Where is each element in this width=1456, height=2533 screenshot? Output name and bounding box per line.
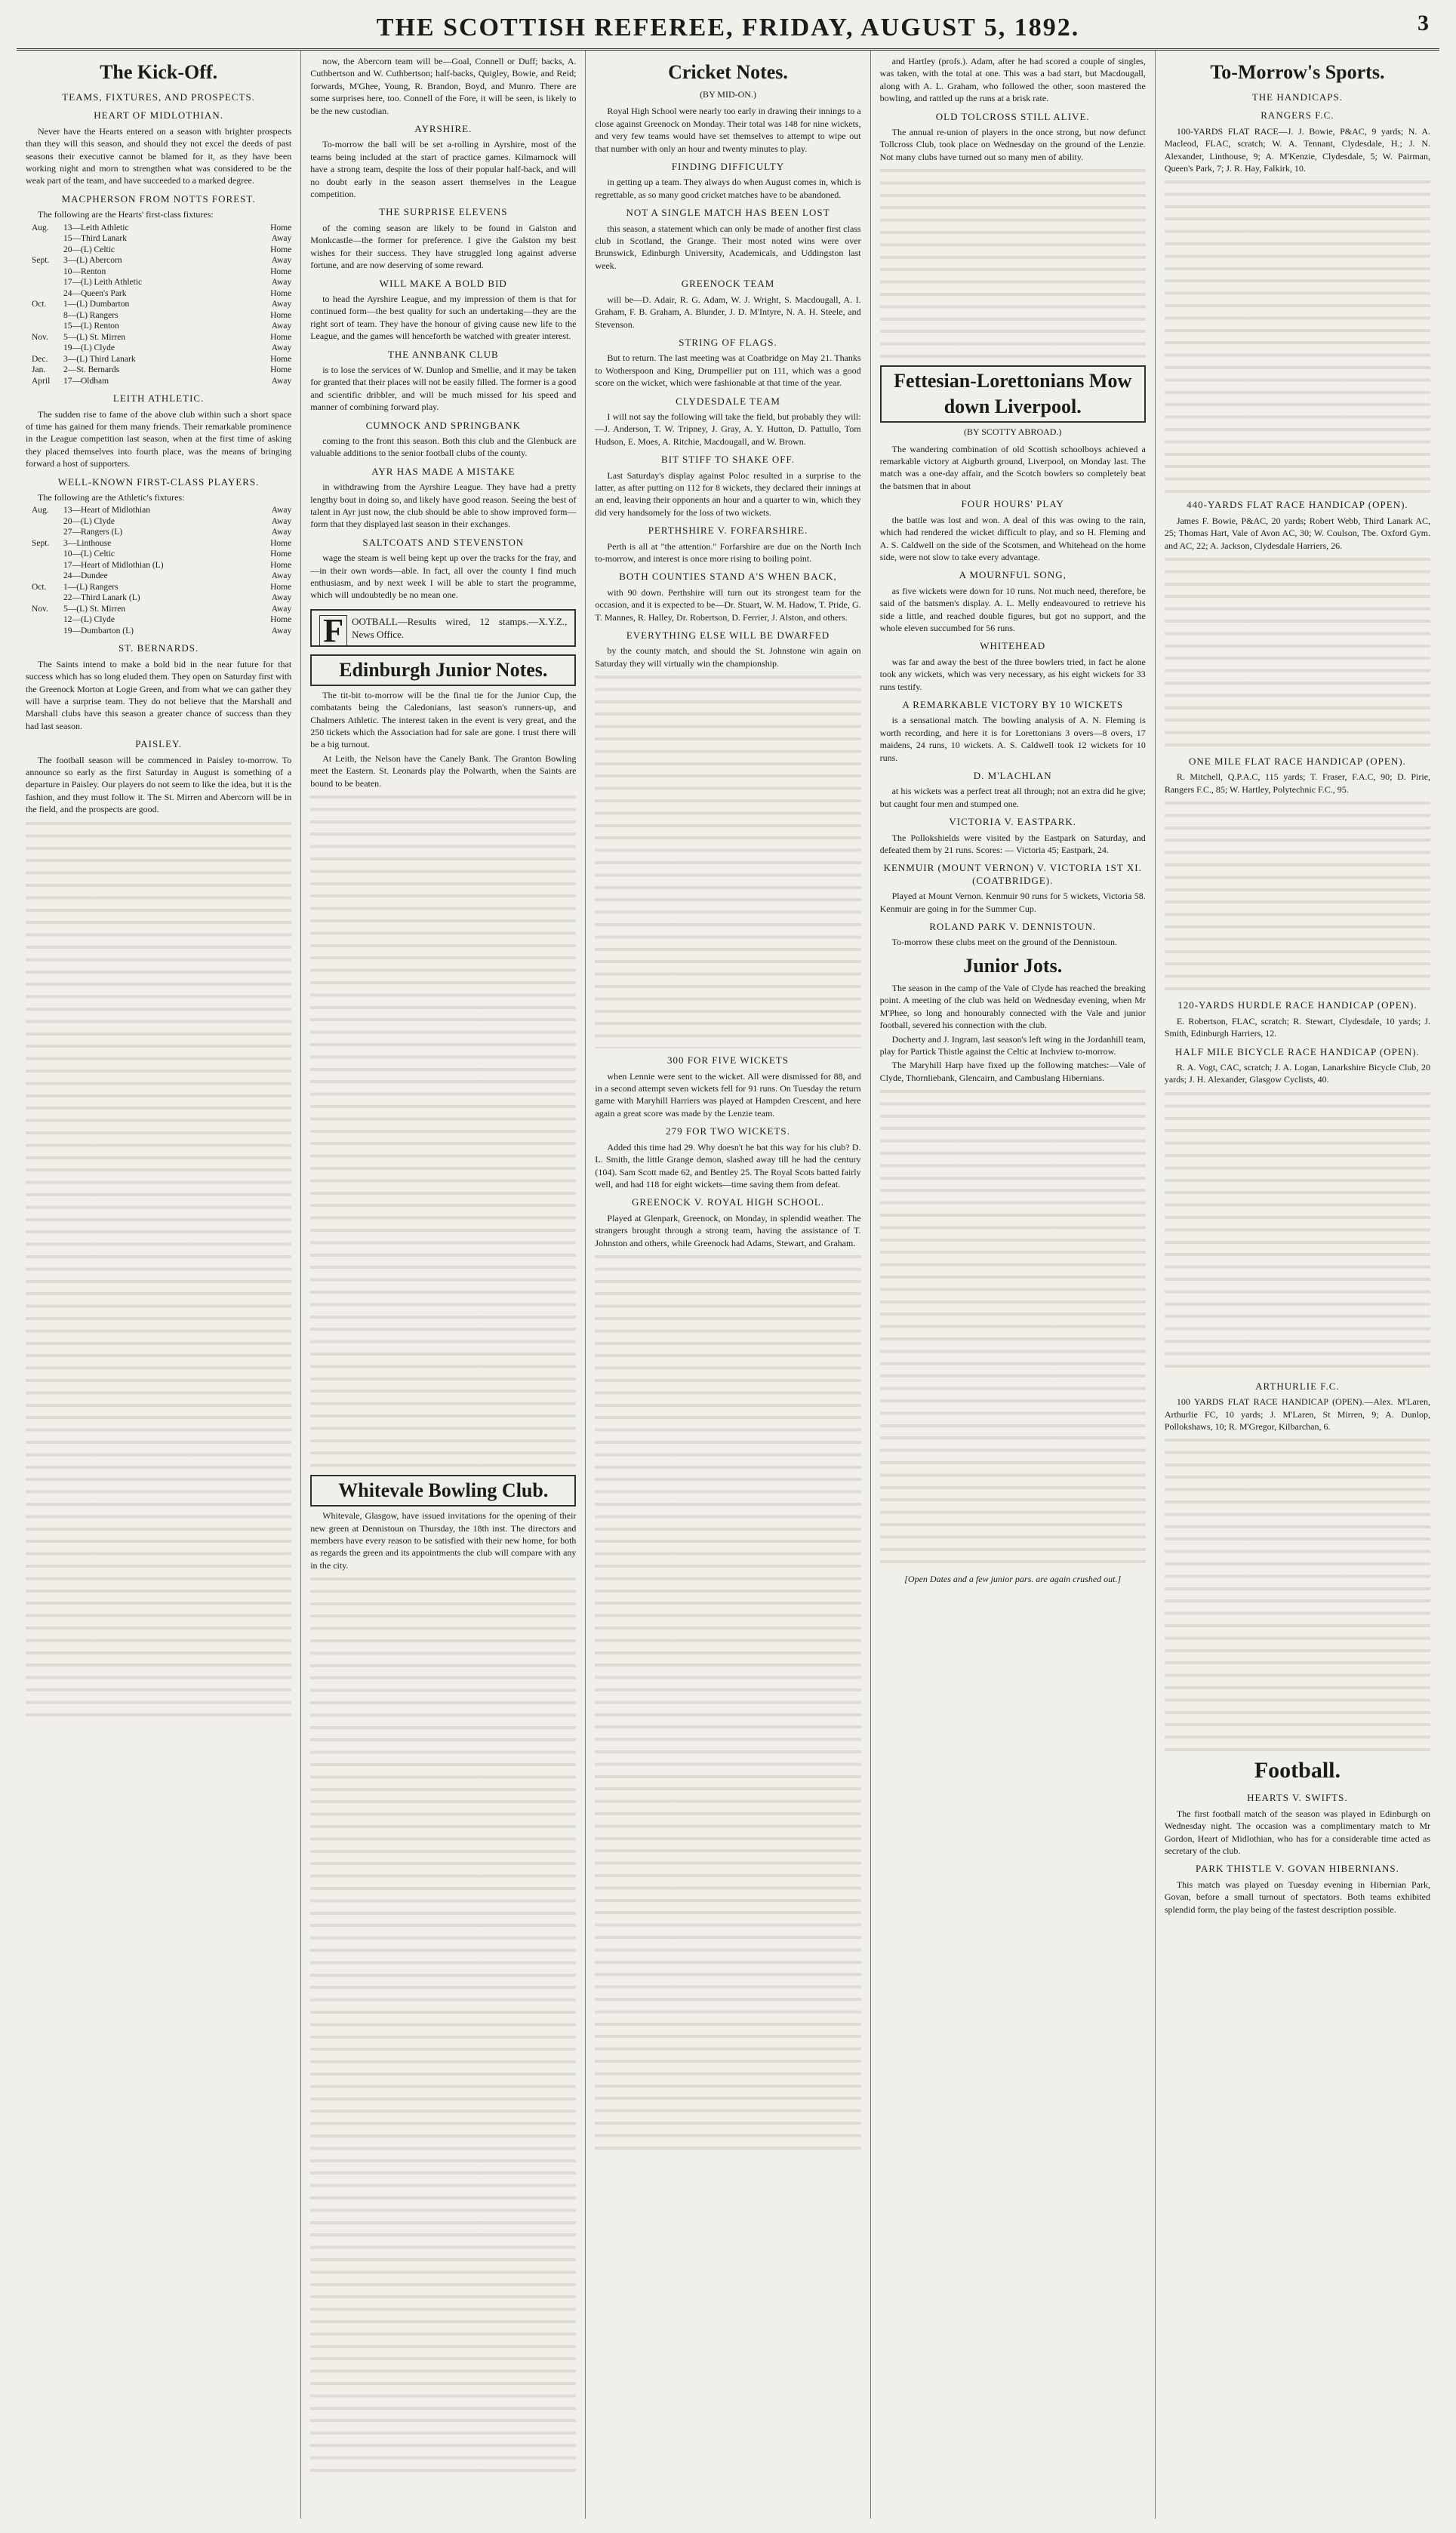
article-text: At Leith, the Nelson have the Canely Bank. The Granton Bowling meet the Eastern. St. Leonards play the Polwarth, when the Saints are bound to be beaten. bbox=[310, 753, 577, 789]
subheading-ayrshire: AYRSHIRE. bbox=[414, 123, 473, 135]
continued-text-block bbox=[26, 817, 291, 1723]
fixture-row: Sept. 3—(L) Abercorn Away bbox=[32, 256, 292, 266]
article-text: The sudden rise to fame of the above club within such a short space of time has gained for them many friends. Their remarkable prominence in the League competition last season, when at the first time of asking they placed themselves into fourth place, was the means of bringing forward a host of supporters. bbox=[26, 408, 292, 469]
handicap-text: R. A. Vogt, CAC, scratch; J. A. Logan, Lanarkshire Bicycle Club, 20 yards; J. H. Alexander, Glasgow Cyclists, 40. bbox=[1164, 1061, 1431, 1085]
subheading-greenock: GREENOCK TEAM bbox=[681, 278, 775, 290]
fixture-row: Aug. 13—Leith Athletic Home bbox=[32, 223, 292, 232]
section-heading-sports: To-Morrow's Sports. bbox=[1210, 61, 1385, 83]
subheading-annbank: THE ANNBANK CLUB bbox=[387, 348, 499, 360]
subheading-not-lost: NOT A SINGLE MATCH HAS BEEN LOST bbox=[626, 207, 830, 219]
subheading-tolcross: OLD TOLCROSS STILL ALIVE. bbox=[935, 110, 1090, 122]
continued-text-block bbox=[310, 791, 576, 1470]
subheading-rangers: RANGERS F.C. bbox=[1261, 109, 1334, 122]
column-5 bbox=[1156, 51, 1439, 2519]
article-text: To-morrow these clubs meet on the ground of the Dennistoun. bbox=[891, 937, 1118, 948]
subheading-perth-forfar: PERTHSHIRE V. FORFARSHIRE. bbox=[648, 525, 808, 537]
subheading-hurdles: 120-YARDS HURDLE RACE HANDICAP (OPEN). bbox=[1177, 999, 1418, 1011]
subheading-saltcoats: SALTCOATS AND STEVENSTON bbox=[362, 536, 525, 548]
subheading-macpherson: MACPHERSON FROM NOTTS FOREST. bbox=[61, 192, 256, 205]
article-text: as five wickets were down for 10 runs. Not much need, therefore, be said of the batsmen's display. A. L. Melly endeavoured to retrieve his side a little, and reached double figures, but got no support, and the whole eleven succumbed for 56 runs. bbox=[879, 585, 1146, 633]
masthead bbox=[17, 8, 1439, 51]
article-text: The Maryhill Harp have fixed up the following matches:—Vale of Clyde, Thornliebank, Glencairn, and Cambuslang Hibernians. bbox=[879, 1060, 1146, 1083]
masthead-title: THE SCOTTISH REFEREE, FRIDAY, AUGUST 5, 1892. bbox=[376, 14, 1080, 42]
article-text: at his wickets was a perfect treat all through; not an extra did he give; but caught four men and stumped one. bbox=[879, 786, 1146, 809]
subheading-mournful: A MOURNFUL SONG, bbox=[959, 569, 1067, 581]
fixture-row: Dec. 3—(L) Third Lanark Home bbox=[32, 354, 292, 364]
fixture-row: 24—Queen's Park Home bbox=[63, 288, 292, 298]
subheading-flags: STRING OF FLAGS. bbox=[679, 336, 777, 348]
article-text: in getting up a team. They always do when August comes in, which is regrettable, as so many good cricket matches have to be abandoned. bbox=[595, 177, 861, 200]
section-heading-edinburgh-junior: Edinburgh Junior Notes. bbox=[310, 654, 576, 686]
subheading-five-wickets: 300 FOR FIVE WICKETS bbox=[667, 1054, 789, 1066]
subheading-both-counties: BOTH COUNTIES STAND A'S WHEN BACK, bbox=[619, 571, 837, 583]
article-text: was far and away the best of the three bowlers tried, in fact he alone took any wickets, which was very necessary, as his eight wickets for 33 runs testify. bbox=[879, 656, 1146, 692]
subheading-st-bernards: ST. BERNARDS. bbox=[118, 642, 199, 654]
fixture-row: 19—Dumbarton (L) Away bbox=[63, 626, 292, 636]
article-text: This match was played on Tuesday evening in Hibernian Park, Govan, before a small turnout of spectators. Both teams exhibited splendid form, the play being of the fastest description possible. bbox=[1164, 1879, 1431, 1915]
fixture-row: Oct. 1—(L) Rangers Home bbox=[32, 582, 292, 592]
article-text: of the coming season are likely to be found in Galston and Monkcastle—the former for preference. I give the Galston my best wishes for their success. They have struggled long against adverse fortune, and are now deserving of some reward. bbox=[310, 222, 577, 271]
article-text: The football season will be commenced in Paisley to-morrow. To announce so early as the first Saturday in August is something of a departure in Paisley. Our players do not seem to like the idea, but it is the fashion, and they must follow it. The St. Mirren and Abercorn will be in the field, and the prospects are good. bbox=[26, 754, 292, 815]
fixture-row: 17—Heart of Midlothian (L) Home bbox=[63, 560, 292, 570]
fixture-row: Nov. 5—(L) St. Mirren Home bbox=[32, 332, 292, 342]
fixture-row: 12—(L) Clyde Home bbox=[63, 615, 292, 625]
section-heading-football: Football. bbox=[1254, 1758, 1341, 1784]
article-text: The tit-bit to-morrow will be the final tie for the Junior Cup, the combatants being the Caledonians, last season's runners-up, and Chalmers Athletic. The interest taken in the event is very great, and the 250 tickets which the Association had for sale are gone. I trust there will be a big turnout. bbox=[310, 689, 577, 750]
article-text: Docherty and J. Ingram, last season's left wing in the Jordanhill team, play for Partick Thistle against the Celtic at Inchview to-morrow. bbox=[879, 1033, 1146, 1057]
subheading-handicaps: THE HANDICAPS. bbox=[1251, 91, 1343, 103]
article-text: Never have the Hearts entered on a season with brighter prospects than they will this season, and should they not excel the deeds of past seasons their executive cannot be blamed for it, as they have been working night and morn to strengthen what was considered to be the weak part of the team, and have succeeded to a marked degree. bbox=[26, 125, 292, 186]
subheading-greenock-rhs: GREENOCK V. ROYAL HIGH SCHOOL. bbox=[631, 1196, 825, 1208]
column-4 bbox=[871, 51, 1156, 2519]
subheading-remarkable: A REMARKABLE VICTORY BY 10 WICKETS bbox=[902, 698, 1124, 710]
subheading-whitehead: WHITEHEAD bbox=[980, 640, 1046, 652]
fixture-row: Oct. 1—(L) Dumbarton Away bbox=[32, 300, 292, 309]
fixture-row: Nov. 5—(L) St. Mirren Away bbox=[32, 604, 292, 614]
fixture-row: 20—(L) Clyde Away bbox=[63, 516, 292, 526]
subheading-cumnock: CUMNOCK AND SPRINGBANK bbox=[365, 419, 522, 431]
subheading-roland: ROLAND PARK V. DENNISTOUN. bbox=[929, 921, 1097, 933]
fixture-row: April 17—Oldham Away bbox=[32, 376, 292, 386]
subheading-hearts: HEART OF MIDLOTHIAN. bbox=[94, 109, 223, 122]
article-text: is a sensational match. The bowling analysis of A. N. Fleming is worth recording, and here it is for Lorettonians 3 overs—8 overs, 17 maidens, 24 runs, 10 wickets. A. S. Caldwell took 12 wickets for 10 runs. bbox=[879, 715, 1146, 763]
fixtures-list-leith bbox=[26, 505, 291, 636]
football-results-advert bbox=[310, 609, 576, 647]
article-text: when Lennie were sent to the wicket. All were dismissed for 88, and in a second attempt seven wickets fell for 91 runs. On Tuesday the return game with Maryhill Harriers was played at Hampden Crescent, and here again a great score was made by the Lenzie team. bbox=[595, 1070, 861, 1119]
article-text: But to return. The last meeting was at Coatbridge on May 21. Thanks to Wotherspoon and King, Drumpellier put on 111, which was a good score on the wicket, which were fashionable at that time of the year. bbox=[595, 352, 861, 389]
article-text: Perth is all at "the attention." Forfarshire are due on the North Inch to-morrow, and interest is once more rising to boiling point. bbox=[595, 540, 861, 564]
subheading-arthurlie: ARTHURLIE F.C. bbox=[1255, 1380, 1340, 1392]
fixture-row: 10—Renton Home bbox=[63, 266, 292, 276]
continued-text-block bbox=[310, 1573, 576, 2479]
subheading-finding: FINDING DIFFICULTY bbox=[671, 161, 785, 173]
article-text: Whitevale, Glasgow, have issued invitations for the opening of their new green at Dennistoun on Thursday, the 18th inst. The directors and members have every reason to be satisfied with their new home, for both as regards the green and its appointments the club will compare with any in the city. bbox=[310, 1510, 577, 1571]
section-heading-whitevale: Whitevale Bowling Club. bbox=[310, 1475, 576, 1507]
continued-text-block bbox=[880, 1085, 1146, 1568]
article-text: now, the Abercorn team will be—Goal, Connell or Duff; backs, A. Cuthbertson and W. Cuthbertson; half-backs, Quigley, Bowie, and Reid; forwards, M'Ghee, Young, R. Brandon, Boyd, and Munro. There are some surprises here, too. Connell of the Fore, it will be seen, is likely to be the new custodian. bbox=[310, 56, 577, 116]
continued-text-block bbox=[1165, 553, 1430, 749]
article-text: The season in the camp of the Vale of Clyde has reached the breaking point. A meeting of the club was held on Wednesday evening, when Mr M'Phee, so long and honourably connected with the Vale and junior football, severed his connection with the club. bbox=[879, 982, 1146, 1031]
subheading-two-wickets: 279 FOR TWO WICKETS. bbox=[666, 1125, 790, 1137]
columns bbox=[17, 51, 1439, 2519]
continued-text-block bbox=[880, 165, 1146, 361]
article-text: To-morrow the ball will be set a-rolling in Ayrshire, most of the teams being included at the start of practice games. Kilmarnock will have a strong team, despite the loss of their popular half-back, and will no doubt early in the season assert themselves in the League competition. bbox=[310, 139, 577, 200]
column-2 bbox=[301, 51, 586, 2519]
fixture-row: 19—(L) Clyde Away bbox=[63, 343, 292, 353]
subheading-four-hours: FOUR HOURS' PLAY bbox=[961, 498, 1064, 510]
fixture-row: 10—(L) Celtic Home bbox=[63, 549, 292, 559]
article-text: in withdrawing from the Ayrshire League. They have had a pretty lengthy bout in doing so, and likely have good reason. Seeing the best of talent in Ayr just now, the club should be able to show improved form—form that they displayed last season in their exchanges. bbox=[310, 482, 577, 530]
article-text: I will not say the following will take the field, but probably they will:—J. Anderson, T. W. Tripney, J. Gray, A. Y. Hutton, D. Pattullo, Tom Hudson, E. Moes, A. Ritchie, Macdougall, and W. Brown. bbox=[595, 411, 861, 447]
subheading-surprise: THE SURPRISE ELEVENS bbox=[379, 206, 508, 218]
subheading-ayr-mistake: AYR HAS MADE A MISTAKE bbox=[371, 465, 516, 477]
article-text: to head the Ayrshire League, and my impression of them is that for continued form—the best quality for such an undertaking—they are the right sort of team. They have the honour of giving cause new life to the League, and the games will henceforth be watched with greater interest. bbox=[310, 293, 577, 342]
fixture-row: 24—Dundee Away bbox=[63, 571, 292, 581]
fixture-row: 20—(L) Celtic Home bbox=[63, 245, 292, 254]
fixture-row: Sept. 3—Linthouse Home bbox=[32, 538, 292, 548]
subheading-one-mile: ONE MILE FLAT RACE HANDICAP (OPEN). bbox=[1189, 756, 1406, 768]
subheading-victoria: VICTORIA V. EASTPARK. bbox=[949, 816, 1077, 828]
fixture-row: 17—(L) Leith Athletic Away bbox=[63, 278, 292, 288]
subheading-players: WELL-KNOWN FIRST-CLASS PLAYERS. bbox=[57, 476, 260, 488]
article-text: wage the steam is well being kept up over the tracks for the fray, and—in their own words—able. In fact, all over the county I find much enthusiasm, and by next week I will be able to start the programme, which will undoubtedly be no mean one. bbox=[310, 552, 577, 601]
subheading-leith: LEITH ATHLETIC. bbox=[112, 392, 205, 405]
column-1 bbox=[17, 51, 301, 2519]
article-text: The annual re-union of players in the once strong, but now defunct Tollcross Club, took place on Wednesday on the ground of the Lenzie. Not many clubs have turned out so many men of ability. bbox=[879, 127, 1146, 162]
subheading-bicycle: HALF MILE BICYCLE RACE HANDICAP (OPEN). bbox=[1175, 1045, 1420, 1057]
subheading-everything: EVERYTHING ELSE WILL BE DWARFED bbox=[626, 629, 830, 642]
handicap-text: 100-YARDS FLAT RACE—J. J. Bowie, P&AC, 9 yards; N. A. Macleod, FLAC, scratch; W. A. Tennant, Clydesdale, H.; J. N. Alexander, Linthouse, 9; A. M'Kenzie, Clydesdale, 5; W. Pairman, Queen's Park, 7; J. R. Hay, Falkirk, 10. bbox=[1164, 125, 1431, 174]
section-heading-kickoff: The Kick-Off. bbox=[100, 61, 218, 83]
fixture-row: 15—Third Lanark Away bbox=[63, 234, 292, 244]
article-text: the battle was lost and won. A deal of this was owing to the rain, which had rendered the wicket difficult to play, and so H. Fleming and A. S. Caldwell on the side of the Scotsmen, and Whitehead on the home side, were not slow to take every advantage. bbox=[879, 514, 1146, 562]
article-text: by the county match, and should the St. Johnstone win again on Saturday they will virtually win the championship. bbox=[595, 645, 861, 669]
page-number: 3 bbox=[1418, 11, 1430, 35]
section-heading-cricket: Cricket Notes. bbox=[668, 61, 788, 83]
fixture-row: Aug. 13—Heart of Midlothian Away bbox=[32, 506, 292, 516]
fixture-row: 27—Rangers (L) Away bbox=[63, 528, 292, 537]
editor-note: [Open Dates and a few junior pars. are again crushed out.] bbox=[904, 1574, 1122, 1585]
continued-text-block bbox=[595, 1251, 860, 2156]
article-text: The Pollokshields were visited by the Eastpark on Saturday, and defeated them by 21 runs. Scores: — Victoria 45; Eastpark, 24. bbox=[879, 832, 1146, 856]
handicap-text: E. Robertson, FLAC, scratch; R. Stewart, Clydesdale, 10 yards; J. Smith, Edinburgh Harriers, 12. bbox=[1164, 1015, 1431, 1039]
fixture-row: 22—Third Lanark (L) Away bbox=[63, 593, 292, 603]
article-text: The first football match of the season was played in Edinburgh on Wednesday night. The occasion was a complimentary match to Mr Gordon, Heart of Midlothian, who has for a considerable time acted as secretary of the club. bbox=[1164, 1808, 1431, 1856]
column-3 bbox=[586, 51, 870, 2519]
article-text: will be—D. Adair, R. G. Adam, W. J. Wright, S. Macdougall, A. I. Graham, F. B. Graham, A. Blunder, J. D. M'Intyre, N. A. H. Steele, and Stevenson. bbox=[595, 294, 861, 330]
article-text: Last Saturday's display against Poloc resulted in a surprise to the latter, as after putting on 112 for 8 wickets, they declared their innings at an end, leaving their opponents an hour and a quarter to win, which they did very handsomely for the loss of two wickets. bbox=[595, 469, 861, 518]
continued-text-block bbox=[1165, 1434, 1430, 1751]
article-text: this season, a statement which can only be made of another first class club in Scotland, the Grange. Their most noted wins were over Brunswick, Edinburgh University, Academicals, and Uddingston last week. bbox=[595, 223, 861, 271]
article-text: Played at Glenpark, Greenock, on Monday, in splendid weather. The strangers brought through a strong team, having the assistance of T. Johnston and others, while Greenock had Adams, Stewart, and Graham. bbox=[595, 1212, 861, 1248]
fixture-row: Jan. 2—St. Bernards Home bbox=[32, 365, 292, 375]
handicap-text: 100 YARDS FLAT RACE HANDICAP (OPEN).—Alex. M'Laren, Arthurlie FC, 10 yards; J. M'Laren, St Mirren, 9; A. Dunlop, Pollokshaws, 10; R. M'Gregor, Kilbarchan, 6. bbox=[1164, 1396, 1431, 1432]
continued-text-block bbox=[1165, 1088, 1430, 1374]
byline: (BY SCOTTY ABROAD.) bbox=[963, 426, 1062, 438]
handicap-text: R. Mitchell, Q.P.A.C, 115 yards; T. Fraser, F.A.C, 90; D. Pirie, Rangers F.C., 85; W. Hartley, Polytechnic F.C., 95. bbox=[1164, 771, 1431, 795]
handicap-text: James F. Bowie, P&AC, 20 yards; Robert Webb, Third Lanark AC, 25; Thomas Hart, Vale of Avon AC, 30; W. Coulson, Tbe. Oxford Gym. and AC, 22; A. Jackson, Clydesdale Harriers, 26. bbox=[1164, 515, 1431, 551]
fixture-row: 8—(L) Rangers Home bbox=[63, 310, 292, 320]
article-text: coming to the front this season. Both this club and the Glenbuck are valuable additions to the senior football clubs of the county. bbox=[310, 435, 577, 459]
article-text: The Saints intend to make a bold bid in the near future for that success which has so long eluded them. They open on Saturday first with the Greenock Morton at Logie Green, and from what we can gather they will have a surprise team. They do not believe that the Marshall and Marshall clubs have this season a greater chance of success than they had last season. bbox=[26, 658, 292, 731]
article-text: The wandering combination of old Scottish schoolboys achieved a remarkable victory at Aigburth ground, Liverpool, on Monday last. The match was a one-day affair, and the Scotch bowlers so completely beat the batsmen that in about bbox=[879, 443, 1146, 491]
article-text: The following are the Athletic's fixtures: bbox=[38, 492, 185, 503]
advert-text: OOTBALL—Results wired, 12 stamps.—X.Y.Z., News Office. bbox=[352, 615, 568, 640]
subheading-clydesdale: CLYDESDALE TEAM bbox=[676, 395, 780, 407]
subheading-bold-bid: WILL MAKE A BOLD BID bbox=[379, 277, 507, 289]
article-text: and Hartley (profs.). Adam, after he had scored a couple of singles, was taken, with the total at one. This was a bad start, but Macdougall, along with A. L. Graham, who followed the other, soon mastered the bowling, and rattled up the runs at a brisk rate. bbox=[879, 56, 1146, 104]
fixtures-list-hearts bbox=[26, 223, 291, 387]
subheading-bit-stiff: BIT STIFF TO SHAKE OFF. bbox=[661, 454, 795, 466]
continued-text-block bbox=[1165, 176, 1430, 493]
section-heading-fettesian: Fettesian-Lorettonians Mow down Liverpool. bbox=[880, 365, 1146, 423]
continued-text-block bbox=[1165, 797, 1430, 993]
subheading-paisley: PAISLEY. bbox=[135, 738, 183, 750]
subheading-kenmuir: KENMUIR (MOUNT VERNON) V. VICTORIA 1ST XI. (COATBRIDGE). bbox=[883, 862, 1142, 886]
subheading-hearts-swifts: HEARTS V. SWIFTS. bbox=[1247, 1792, 1348, 1804]
subheading-440-yards: 440-YARDS FLAT RACE HANDICAP (OPEN). bbox=[1187, 499, 1408, 511]
subheading-park-thistle: PARK THISTLE V. GOVAN HIBERNIANS. bbox=[1195, 1863, 1399, 1875]
article-text: Royal High School were nearly too early in drawing their innings to a close against Greenock on Monday. Their total was 148 for nine wickets, and very few teams would have set themselves to attempt to wipe out that number with only an hour and twenty minutes to play. bbox=[595, 106, 861, 154]
article-text: Added this time had 29. Why doesn't he bat this way for his club? D. L. Smith, the little Grange demon, slashed away till he had the century (104). Sam Scott made 62, and Bentley 25. The Royal Scots batted fairly well, and had 118 for eight wickets—time saving them from defeat. bbox=[595, 1141, 861, 1190]
continued-text-block bbox=[595, 671, 860, 1048]
article-text: The following are the Hearts' first-class fixtures: bbox=[38, 209, 214, 220]
article-text: Played at Mount Vernon. Kenmuir 90 runs for 5 wickets, Victoria 58. Kenmuir are going in for the Summer Cup. bbox=[879, 891, 1146, 914]
subheading-mlachlan: D. M'LACHLAN bbox=[973, 770, 1052, 781]
byline: (BY MID-ON.) bbox=[700, 89, 756, 100]
section-heading-junior-jots: Junior Jots. bbox=[963, 954, 1063, 977]
advert-dropcap: F bbox=[319, 615, 347, 647]
subheading-teams: TEAMS, FIXTURES, AND PROSPECTS. bbox=[62, 91, 255, 103]
fixture-row: 15—(L) Renton Away bbox=[63, 322, 292, 331]
article-text: with 90 down. Perthshire will turn out its strongest team for the occasion, and it is expected to be—Dr. Stuart, W. M. Hadow, T. Pride, G. T. Mannes, R. Halley, Dr. Robertson, D. Ferrier, J. Alston, and others. bbox=[595, 586, 861, 623]
article-text: is to lose the services of W. Dunlop and Smellie, and it may be taken for granted that their places will not be easily filled. The former is a good and scientific dribbler, and will be much missed for his speed and manner of combining forward play. bbox=[310, 364, 577, 413]
